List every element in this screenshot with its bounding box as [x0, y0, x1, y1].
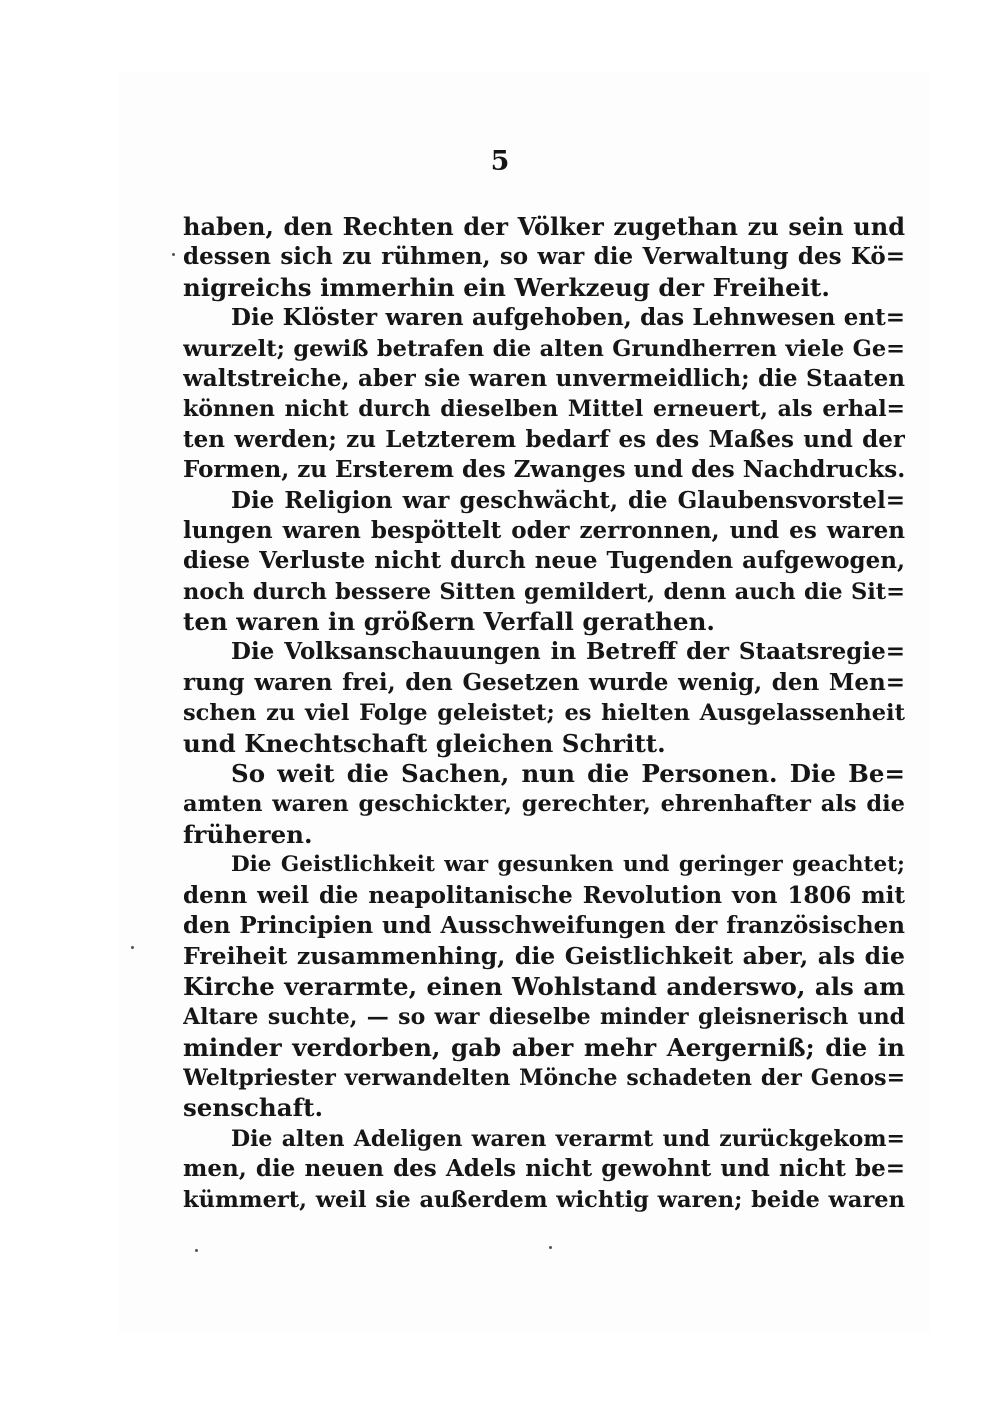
- print-speck: [172, 253, 175, 256]
- text-line: Die Geistlichkeit war gesunken und geringer geachtet;: [231, 852, 905, 878]
- text-line: dessen sich zu rühmen, so war die Verwaltung des Kö=: [183, 243, 905, 271]
- text-line: nigreichs immerhin ein Werkzeug der Freiheit.: [183, 272, 830, 302]
- text-line: senschaft.: [183, 1093, 323, 1123]
- text-line: Die Religion war geschwächt, die Glaubensvorstel=: [231, 486, 905, 514]
- text-line: So weit die Sachen, nun die Personen. Die Be=: [231, 759, 905, 789]
- text-line: und Knechtschaft gleichen Schritt.: [183, 728, 666, 758]
- text-line: diese Verluste nicht durch neue Tugenden aufgewogen,: [183, 547, 905, 575]
- text-line: Formen, zu Ersterem des Zwanges und des Nachdrucks.: [183, 456, 905, 484]
- body-text: [183, 212, 905, 1215]
- text-line: Die Klöster waren aufgehoben, das Lehnwesen ent=: [231, 304, 905, 332]
- text-line: rung waren frei, den Gesetzen wurde wenig, den Men=: [183, 668, 905, 696]
- text-line: kümmert, weil sie außerdem wichtig waren; beide waren: [183, 1186, 905, 1213]
- text-line: Die alten Adeligen waren verarmt und zurückgekom=: [231, 1125, 905, 1152]
- text-line: ten waren in größern Verfall gerathen.: [183, 607, 715, 637]
- text-line: Freiheit zusammenhing, die Geistlichkeit aber, als die: [183, 942, 905, 971]
- print-speck: [131, 946, 134, 949]
- text-line: lungen waren bespöttelt oder zerronnen, und es waren: [183, 516, 905, 544]
- text-line: können nicht durch dieselben Mittel erneuert, als erhal=: [183, 396, 905, 423]
- text-line: Die Volksanschauungen in Betreff der Staatsregie=: [231, 638, 905, 666]
- text-line: denn weil die neapolitanische Revolution von 1806 mit: [183, 881, 905, 909]
- text-line: minder verdorben, gab aber mehr Aergerniß; die in: [183, 1032, 905, 1062]
- print-speck: [195, 1249, 198, 1252]
- text-line: schen zu viel Folge geleistet; es hielten Ausgelassenheit: [183, 700, 905, 727]
- text-line: amten waren geschickter, gerechter, ehrenhafter als die: [183, 791, 905, 818]
- text-line: ten werden; zu Letzterem bedarf es des Maßes und der: [183, 425, 905, 453]
- text-line: den Principien und Ausschweifungen der französischen: [183, 911, 905, 939]
- text-line: Kirche verarmte, einen Wohlstand anderswo, als am: [183, 971, 905, 1001]
- text-line: noch durch bessere Sitten gemildert, denn auch die Sit=: [183, 578, 905, 605]
- text-line: waltstreiche, aber sie waren unvermeidlich; die Staaten: [183, 364, 905, 392]
- text-line: haben, den Rechten der Völker zugethan zu sein und: [183, 212, 905, 241]
- print-speck: [549, 1246, 552, 1249]
- text-line: men, die neuen des Adels nicht gewohnt und nicht be=: [183, 1155, 905, 1183]
- text-line: Weltpriester verwandelten Mönche schadeten der Genos=: [183, 1064, 905, 1091]
- page-number: 5: [490, 146, 510, 177]
- text-line: wurzelt; gewiß betrafen die alten Grundherren viele Ge=: [183, 335, 905, 362]
- text-line: früheren.: [183, 819, 313, 849]
- text-line: Altare suchte, — so war dieselbe minder gleisnerisch und: [183, 1004, 905, 1031]
